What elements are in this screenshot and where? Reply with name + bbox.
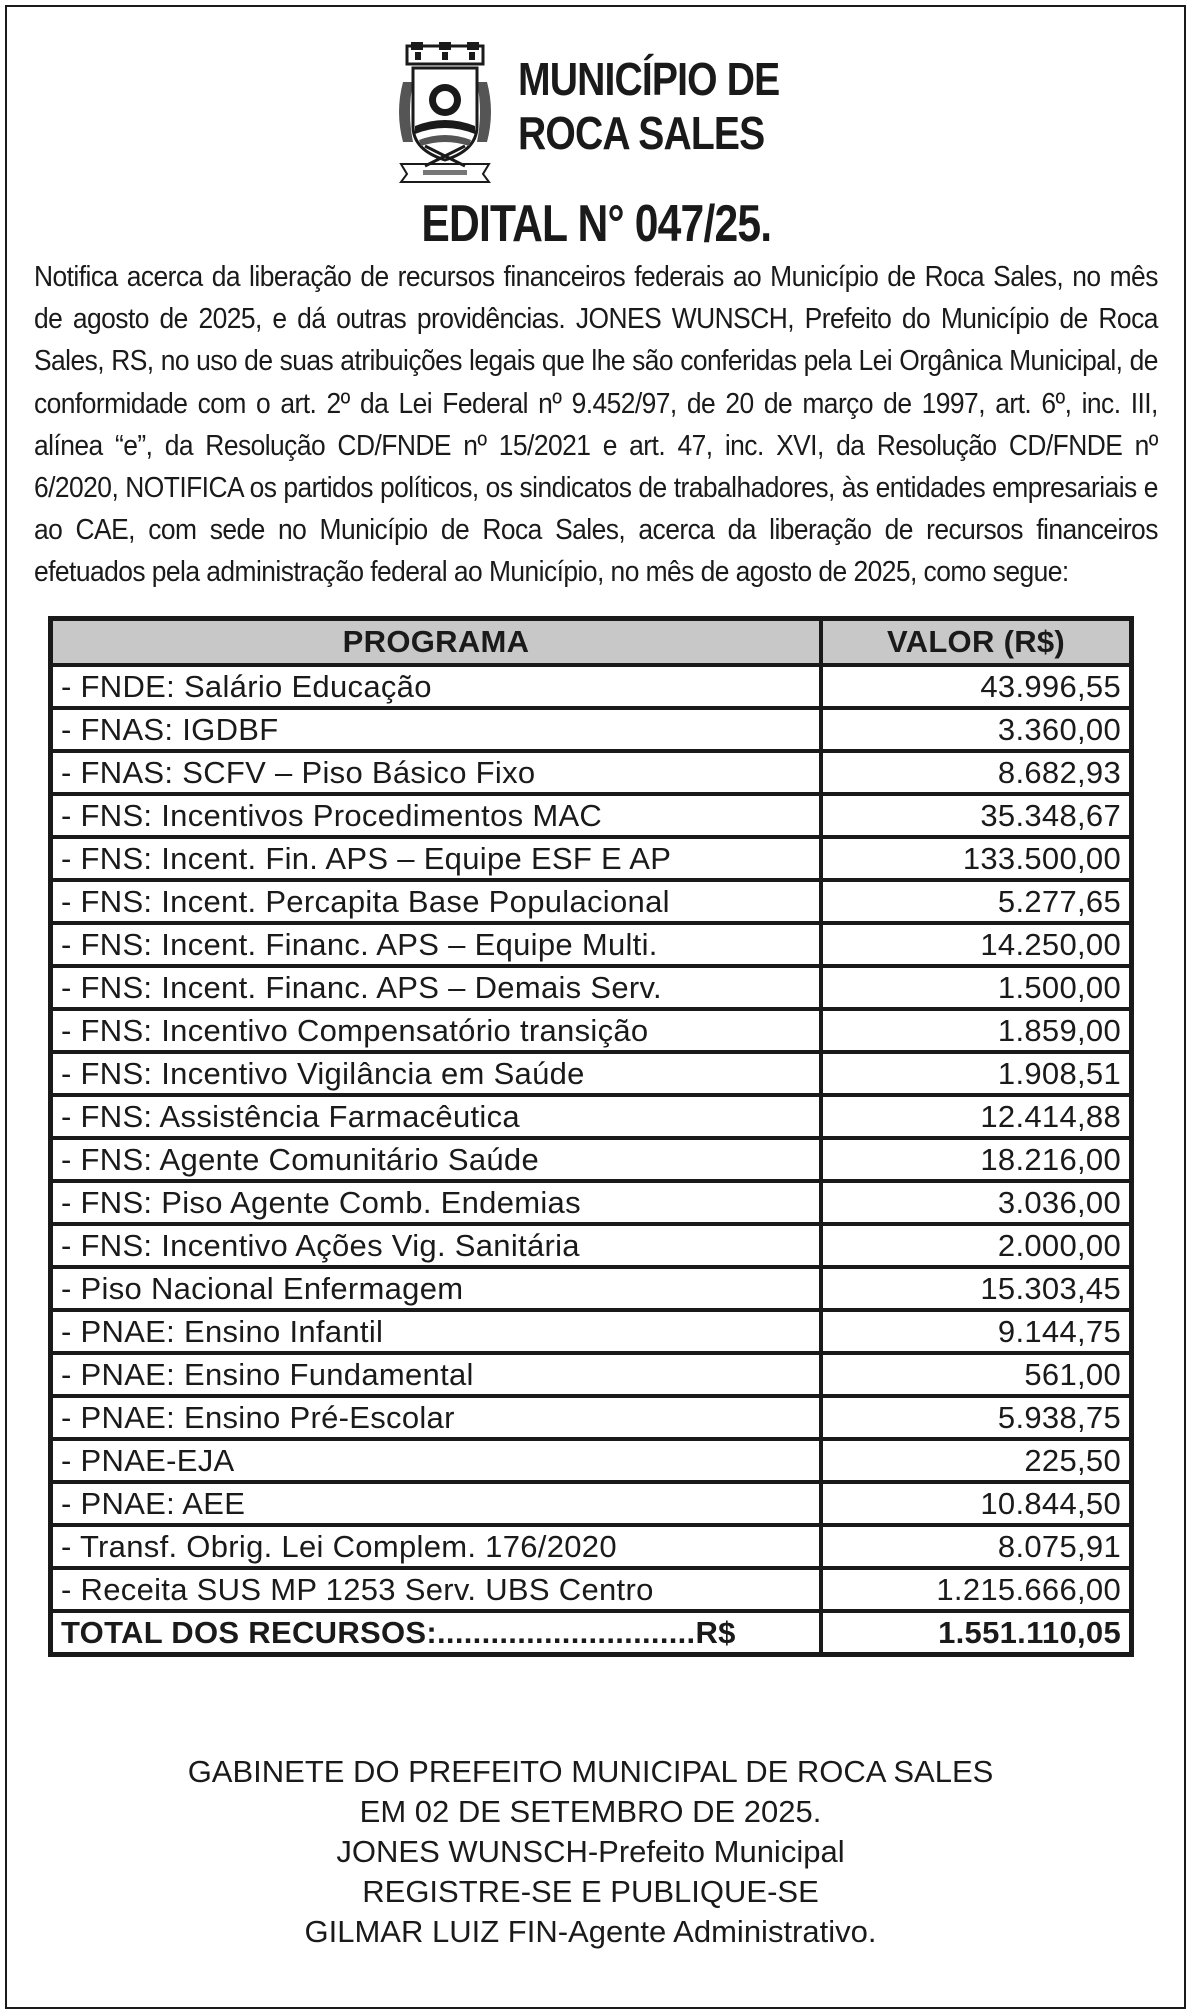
valor-cell: 8.075,91	[821, 1525, 1132, 1568]
programa-cell: - PNAE: AEE	[51, 1482, 822, 1525]
table-row	[51, 1052, 1132, 1095]
edital-title-text: EDITAL N° 047/25.	[421, 195, 772, 253]
programa-cell: - FNS: Incent. Financ. APS – Demais Serv.	[51, 966, 822, 1009]
total-value: 1.551.110,05	[821, 1611, 1132, 1655]
programa-cell: - FNS: Incentivo Vigilância em Saúde	[51, 1052, 822, 1095]
table-row	[51, 1568, 1132, 1611]
table-row	[51, 1525, 1132, 1568]
table-row	[51, 1138, 1132, 1181]
table-row	[51, 708, 1132, 751]
valor-cell: 18.216,00	[821, 1138, 1132, 1181]
valor-cell: 15.303,45	[821, 1267, 1132, 1310]
valor-cell: 133.500,00	[821, 837, 1132, 880]
edital-title	[0, 194, 1193, 254]
programa-cell: - FNS: Incent. Percapita Base Populacional	[51, 880, 822, 923]
valor-cell: 5.277,65	[821, 880, 1132, 923]
valor-cell: 3.360,00	[821, 708, 1132, 751]
programa-cell: - Receita SUS MP 1253 Serv. UBS Centro	[51, 1568, 822, 1611]
valor-cell: 5.938,75	[821, 1396, 1132, 1439]
table-row	[51, 794, 1132, 837]
valor-cell: 10.844,50	[821, 1482, 1132, 1525]
table-row	[51, 1181, 1132, 1224]
programa-cell: - FNS: Piso Agente Comb. Endemias	[51, 1181, 822, 1224]
resources-table	[48, 616, 1134, 1657]
notice-body-text: Notifica acerca da liberação de recursos financeiros federais ao Município de Roca Sales, no mês de agosto de 2025, e dá outras providências. JONES WUNSCH, Prefeito do Município de Roca Sales, RS, no uso de suas atribuições legais que lhe são conferidas pela Lei Orgânica Municipal, de conformidade com o art. 2º da Lei Federal nº 9.452/97, de 20 de março de 1997, art. 6º, inc. III, alínea “e”, da Resolução CD/FNDE nº 15/2021 e art. 47, inc. XVI, da Resolução CD/FNDE nº 6/2020, NOTIFICA os partidos políticos, os sindicatos de trabalhadores, às entidades empresariais e ao CAE, com sede no Município de Roca Sales, acerca da liberação de recursos financeiros efetuados pela administração federal ao Município, no mês de agosto de 2025, como segue:	[34, 261, 1158, 589]
valor-cell: 1.500,00	[821, 966, 1132, 1009]
footer-line-registre: REGISTRE-SE E PUBLIQUE-SE	[362, 1874, 819, 1909]
table-row	[51, 1310, 1132, 1353]
header-programa: PROGRAMA	[51, 619, 822, 666]
table-row	[51, 1353, 1132, 1396]
footer-line-agente: GILMAR LUIZ FIN-Agente Administrativo.	[304, 1914, 877, 1949]
municipal-coat-of-arms-icon	[395, 42, 495, 184]
table-row	[51, 1439, 1132, 1482]
valor-cell: 1.908,51	[821, 1052, 1132, 1095]
total-row	[51, 1611, 1132, 1655]
valor-cell: 1.215.666,00	[821, 1568, 1132, 1611]
programa-cell: - FNS: Incent. Fin. APS – Equipe ESF E AP	[51, 837, 822, 880]
programa-cell: - FNS: Incentivos Procedimentos MAC	[51, 794, 822, 837]
table-row	[51, 966, 1132, 1009]
valor-cell: 9.144,75	[821, 1310, 1132, 1353]
table-row	[51, 1224, 1132, 1267]
valor-cell: 12.414,88	[821, 1095, 1132, 1138]
valor-cell: 2.000,00	[821, 1224, 1132, 1267]
valor-cell: 561,00	[821, 1353, 1132, 1396]
table-header-row	[51, 619, 1132, 666]
footer-line-date: EM 02 DE SETEMBRO DE 2025.	[359, 1794, 822, 1829]
valor-cell: 225,50	[821, 1439, 1132, 1482]
valor-cell: 43.996,55	[821, 665, 1132, 708]
valor-cell: 8.682,93	[821, 751, 1132, 794]
programa-cell: - Transf. Obrig. Lei Complem. 176/2020	[51, 1525, 822, 1568]
programa-cell: - FNS: Incentivo Ações Vig. Sanitária	[51, 1224, 822, 1267]
programa-cell: - FNS: Agente Comunitário Saúde	[51, 1138, 822, 1181]
table-row	[51, 1009, 1132, 1052]
table-row	[51, 837, 1132, 880]
programa-cell: - Piso Nacional Enfermagem	[51, 1267, 822, 1310]
header-valor: VALOR (R$)	[821, 619, 1132, 666]
total-label: TOTAL DOS RECURSOS:.............................R$	[51, 1611, 822, 1655]
programa-cell: - FNS: Incent. Financ. APS – Equipe Multi.	[51, 923, 822, 966]
valor-cell: 14.250,00	[821, 923, 1132, 966]
programa-cell: - FNDE: Salário Educação	[51, 665, 822, 708]
programa-cell: - PNAE: Ensino Fundamental	[51, 1353, 822, 1396]
programa-cell: - FNS: Incentivo Compensatório transição	[51, 1009, 822, 1052]
table-row	[51, 665, 1132, 708]
table-row	[51, 923, 1132, 966]
municipality-name-line2: ROCA SALES	[518, 107, 765, 159]
programa-cell: - FNAS: SCFV – Piso Básico Fixo	[51, 751, 822, 794]
table-row	[51, 1396, 1132, 1439]
signature-block	[0, 1752, 1181, 1952]
programa-cell: - PNAE: Ensino Pré-Escolar	[51, 1396, 822, 1439]
programa-cell: - PNAE-EJA	[51, 1439, 822, 1482]
programa-cell: - PNAE: Ensino Infantil	[51, 1310, 822, 1353]
municipality-name	[518, 52, 779, 160]
valor-cell: 35.348,67	[821, 794, 1132, 837]
table-row	[51, 1267, 1132, 1310]
programa-cell: - FNS: Assistência Farmacêutica	[51, 1095, 822, 1138]
programa-cell: - FNAS: IGDBF	[51, 708, 822, 751]
municipality-name-line1: MUNICÍPIO DE	[518, 53, 780, 105]
footer-line-gabinete: GABINETE DO PREFEITO MUNICIPAL DE ROCA SALES	[187, 1754, 994, 1789]
valor-cell: 1.859,00	[821, 1009, 1132, 1052]
table-row	[51, 1095, 1132, 1138]
valor-cell: 3.036,00	[821, 1181, 1132, 1224]
footer-line-prefeito: JONES WUNSCH-Prefeito Municipal	[336, 1834, 845, 1869]
table-row	[51, 880, 1132, 923]
table-row	[51, 751, 1132, 794]
table-row	[51, 1482, 1132, 1525]
